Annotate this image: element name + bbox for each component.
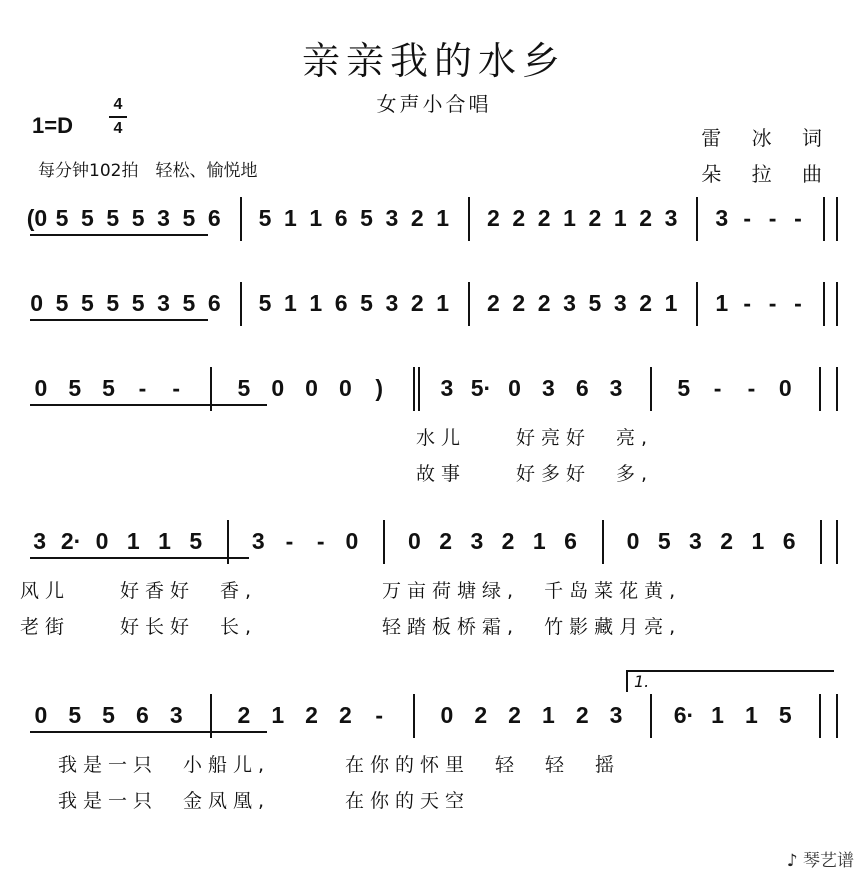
- note: 0: [440, 702, 454, 728]
- lyric-line-2: 我是一只 金凤凰, 在你的天空: [58, 790, 471, 812]
- note: 5: [102, 375, 115, 401]
- note: 1: [613, 205, 627, 231]
- time-signature: [109, 95, 127, 139]
- lyric-line-2: 老街 好长好 长, 轻踏板桥霜, 竹影藏月亮,: [20, 616, 682, 638]
- beam-line: [30, 319, 208, 321]
- note: 3: [169, 702, 183, 728]
- barline: [820, 520, 822, 564]
- note: 6: [334, 290, 348, 316]
- note: 5: [131, 290, 145, 316]
- note: 5: [677, 375, 691, 401]
- note: 5·: [470, 375, 492, 401]
- note: -: [713, 375, 722, 401]
- note: 2: [512, 205, 526, 231]
- note: 2: [639, 290, 653, 316]
- note: 3: [157, 205, 170, 231]
- note: 3: [385, 205, 399, 231]
- note: 2: [501, 528, 515, 554]
- note: 2: [575, 702, 589, 728]
- volta-bracket: 1.: [626, 670, 834, 692]
- barline: [240, 282, 242, 326]
- note: 2: [439, 528, 452, 554]
- lyricist-credit: 雷 冰 词: [701, 126, 834, 150]
- note: 0: [778, 375, 792, 401]
- lyric-line-2: 故事 好多好 多,: [416, 463, 654, 485]
- note: 5: [131, 205, 145, 231]
- note: 1: [711, 702, 724, 728]
- note: 2: [339, 702, 352, 728]
- note: 3: [251, 528, 265, 554]
- note: 2: [639, 205, 653, 231]
- note: 5: [778, 702, 792, 728]
- note: 5: [657, 528, 671, 554]
- note: -: [138, 375, 147, 401]
- barline: [823, 197, 825, 241]
- note: 6·: [673, 702, 695, 728]
- beam-line: [30, 731, 267, 733]
- note: 2: [305, 702, 318, 728]
- barline: [819, 694, 821, 738]
- note: 5: [258, 290, 272, 316]
- note: 1: [158, 528, 171, 554]
- note: 5: [182, 290, 196, 316]
- note: -: [172, 375, 181, 401]
- barline: [836, 520, 838, 564]
- note: 2: [720, 528, 734, 554]
- barline: [836, 282, 838, 326]
- note: 1: [715, 290, 729, 316]
- note: 2: [474, 702, 488, 728]
- note: 3: [613, 290, 627, 316]
- note: 2: [410, 290, 424, 316]
- note: 5: [81, 205, 94, 231]
- page-title: 亲亲我的水乡: [301, 39, 566, 83]
- note: 3: [609, 702, 623, 728]
- note: -: [768, 290, 777, 316]
- note: 1: [542, 702, 555, 728]
- barline: [650, 367, 652, 411]
- note: (0: [26, 205, 48, 231]
- note: 1: [436, 290, 450, 316]
- note: 2: [537, 290, 551, 316]
- note: -: [285, 528, 294, 554]
- note: -: [747, 375, 756, 401]
- note: 5: [106, 205, 120, 231]
- note: 3: [385, 290, 399, 316]
- note: 1: [664, 290, 678, 316]
- note: -: [743, 205, 752, 231]
- note: 5: [237, 375, 251, 401]
- note: 0: [34, 375, 48, 401]
- barline: [696, 197, 698, 241]
- composer-credit: 朵 拉 曲: [701, 162, 834, 186]
- note: 2: [410, 205, 424, 231]
- note: 5: [360, 205, 373, 231]
- barline: [240, 197, 242, 241]
- barline: [418, 367, 420, 411]
- lyric-line-1: 我是一只 小船儿, 在你的怀里 轻 轻 摇: [58, 754, 621, 776]
- note: 5: [102, 702, 115, 728]
- note: 2: [537, 205, 551, 231]
- note: -: [768, 205, 777, 231]
- barline: [468, 282, 470, 326]
- note: -: [794, 290, 802, 316]
- barline: [383, 520, 385, 564]
- note: ): [375, 375, 384, 401]
- note: 2: [487, 290, 500, 316]
- note: 5: [55, 205, 69, 231]
- note: 6: [334, 205, 348, 231]
- note: 3: [563, 290, 576, 316]
- note: 2: [237, 702, 251, 728]
- note: 0: [305, 375, 318, 401]
- barline: [413, 367, 415, 411]
- note: 0: [30, 290, 44, 316]
- note: 1: [563, 205, 576, 231]
- barline: [836, 367, 838, 411]
- note: 3: [33, 528, 46, 554]
- note: 3: [157, 290, 170, 316]
- note: 0: [508, 375, 521, 401]
- note: 2: [487, 205, 500, 231]
- note: 6: [782, 528, 796, 554]
- note: -: [375, 702, 384, 728]
- subtitle: 女声小合唱: [376, 92, 492, 116]
- note: 1: [284, 205, 297, 231]
- note: 0: [95, 528, 109, 554]
- note: 1: [284, 290, 297, 316]
- note: 3: [440, 375, 454, 401]
- note: 5: [588, 290, 602, 316]
- barline: [836, 197, 838, 241]
- key-signature: 1=D: [32, 113, 73, 138]
- barline: [468, 197, 470, 241]
- note: 0: [407, 528, 421, 554]
- barline: [836, 694, 838, 738]
- note: 1: [745, 702, 758, 728]
- barline: [602, 520, 604, 564]
- note: 2: [512, 290, 526, 316]
- note: 6: [136, 702, 149, 728]
- note: 0: [339, 375, 352, 401]
- note: 6: [207, 205, 221, 231]
- note: 2: [508, 702, 521, 728]
- note: 0: [34, 702, 48, 728]
- note: 5: [55, 290, 69, 316]
- lyric-line-1: 风儿 好香好 香, 万亩荷塘绿, 千岛菜花黄,: [20, 580, 682, 602]
- barline: [819, 367, 821, 411]
- tempo-marking: 每分钟102拍 轻松、愉悦地: [38, 161, 258, 181]
- beam-line: [30, 557, 249, 559]
- note: 2·: [60, 528, 82, 554]
- note: 5: [68, 375, 82, 401]
- note: 1: [309, 290, 323, 316]
- note: 0: [626, 528, 640, 554]
- note: 2: [588, 205, 602, 231]
- note: -: [743, 290, 752, 316]
- note: 3: [664, 205, 678, 231]
- note: 5: [258, 205, 272, 231]
- note: 3: [470, 528, 484, 554]
- note: 1: [309, 205, 323, 231]
- watermark-logo: ♪ 琴艺谱: [786, 851, 854, 871]
- note: 0: [271, 375, 285, 401]
- note: 1: [751, 528, 765, 554]
- time-signature-top: 4: [113, 96, 123, 113]
- note: 5: [68, 702, 82, 728]
- note: 5: [106, 290, 120, 316]
- watermark-text: 琴艺谱: [803, 851, 854, 871]
- barline: [823, 282, 825, 326]
- time-signature-bottom: 4: [113, 120, 123, 137]
- note: 6: [575, 375, 589, 401]
- barline: [413, 694, 415, 738]
- note: 5: [189, 528, 203, 554]
- lyric-line-1: 水儿 好亮好 亮,: [416, 427, 654, 449]
- note: 3: [542, 375, 555, 401]
- note: 5: [182, 205, 196, 231]
- note: 1: [271, 702, 285, 728]
- beam-line: [30, 404, 267, 406]
- note: 5: [81, 290, 94, 316]
- note: 3: [689, 528, 702, 554]
- note: 6: [207, 290, 221, 316]
- note: 1: [436, 205, 450, 231]
- note: 1: [532, 528, 546, 554]
- note: -: [794, 205, 802, 231]
- note: 1: [126, 528, 140, 554]
- note: 3: [715, 205, 729, 231]
- barline: [696, 282, 698, 326]
- note: -: [316, 528, 325, 554]
- barline: [650, 694, 652, 738]
- note: 5: [360, 290, 373, 316]
- note: 0: [345, 528, 359, 554]
- beam-line: [30, 234, 208, 236]
- note: 6: [564, 528, 577, 554]
- note: 3: [609, 375, 623, 401]
